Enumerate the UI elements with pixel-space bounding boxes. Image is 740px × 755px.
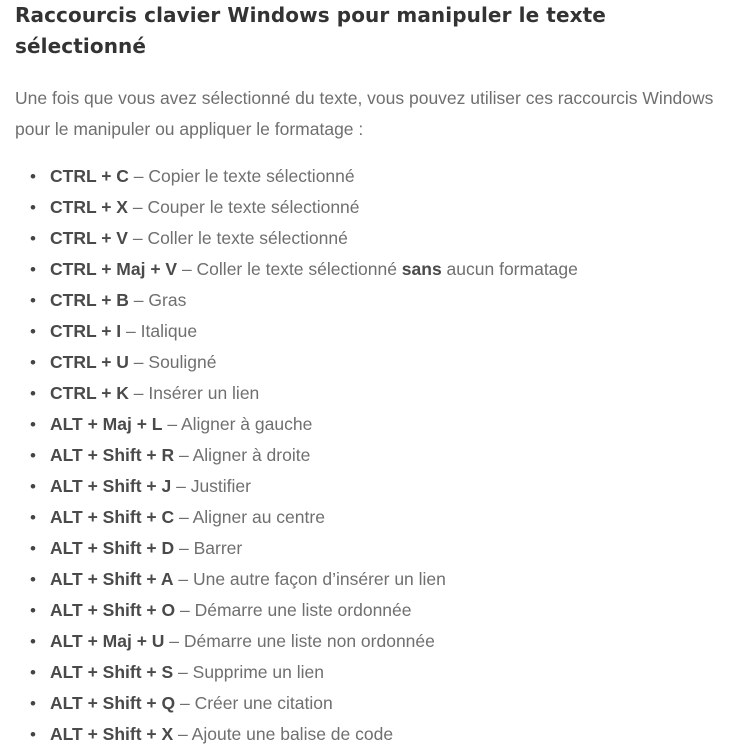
bullet-icon: • (30, 663, 36, 682)
shortcut-keys: ALT + Shift + O (50, 600, 176, 620)
shortcut-description: Insérer un lien (148, 383, 260, 403)
bullet-icon: • (30, 570, 36, 589)
shortcut-separator: – (173, 662, 193, 682)
shortcut-description-tail: aucun formatage (441, 259, 578, 279)
bullet-icon: • (30, 322, 36, 341)
shortcut-description: Coller le texte sélectionné (147, 228, 348, 248)
shortcut-separator: – (128, 352, 149, 372)
shortcut-separator: – (174, 445, 193, 465)
shortcut-separator: – (162, 414, 181, 434)
shortcut-description: Couper le texte sélectionné (147, 197, 360, 217)
shortcut-keys: CTRL + C (50, 166, 129, 186)
shortcut-description: Coller le texte sélectionné (196, 259, 402, 279)
shortcut-keys: CTRL + X (50, 197, 128, 217)
bullet-icon: • (30, 477, 36, 496)
shortcut-keys: CTRL + V (50, 228, 128, 248)
bullet-icon: • (30, 539, 36, 558)
shortcut-description: Démarre une liste ordonnée (194, 600, 412, 620)
section-title: Raccourcis clavier Windows pour manipuler le texte sélectionné (15, 3, 606, 58)
shortcut-emphasis: sans (401, 259, 442, 279)
bullet-icon: • (30, 415, 36, 434)
shortcut-item (15, 223, 726, 254)
shortcut-item (15, 657, 726, 688)
shortcut-description: Démarre une liste non ordonnée (183, 631, 435, 651)
shortcut-item (15, 564, 726, 595)
shortcut-keys: ALT + Shift + X (50, 724, 174, 744)
shortcut-keys: CTRL + I (50, 321, 122, 341)
bullet-icon: • (30, 260, 36, 279)
bullet-icon: • (30, 229, 36, 248)
bullet-icon: • (30, 632, 36, 651)
bullet-icon: • (30, 446, 36, 465)
bullet-icon: • (30, 384, 36, 403)
shortcut-separator: – (173, 724, 192, 744)
shortcut-description: Gras (148, 290, 187, 310)
shortcut-keys: ALT + Shift + J (50, 476, 172, 496)
shortcut-separator: – (174, 538, 194, 558)
shortcut-separator: – (173, 569, 193, 589)
bullet-icon: • (30, 601, 36, 620)
shortcut-description: Aligner au centre (192, 507, 325, 527)
bullet-icon: • (30, 291, 36, 310)
shortcut-description: Aligner à droite (192, 445, 311, 465)
shortcut-keys: ALT + Shift + D (50, 538, 175, 558)
shortcut-keys: ALT + Maj + U (50, 631, 165, 651)
shortcut-keys: ALT + Shift + S (50, 662, 174, 682)
shortcut-separator: – (175, 693, 195, 713)
shortcut-item (15, 347, 726, 378)
bullet-icon: • (30, 198, 36, 217)
shortcut-item (15, 161, 726, 192)
shortcut-separator: – (177, 259, 197, 279)
shortcut-item (15, 316, 726, 347)
shortcut-separator: – (127, 197, 148, 217)
shortcut-separator: – (175, 600, 195, 620)
shortcut-description: Souligné (148, 352, 217, 372)
shortcut-description: Une autre façon d’insérer un lien (192, 569, 446, 589)
shortcut-item (15, 285, 726, 316)
bullet-icon: • (30, 353, 36, 372)
shortcut-keys: CTRL + Maj + V (50, 259, 178, 279)
shortcut-keys: CTRL + U (50, 352, 129, 372)
shortcut-description: Justifier (190, 476, 251, 496)
shortcut-item (15, 626, 726, 657)
shortcut-description: Copier le texte sélectionné (148, 166, 355, 186)
shortcut-keys: CTRL + B (50, 290, 129, 310)
shortcut-item (15, 502, 726, 533)
bullet-icon: • (30, 167, 36, 186)
shortcut-separator: – (128, 383, 149, 403)
shortcut-item (15, 254, 726, 285)
shortcut-keys: ALT + Shift + R (50, 445, 175, 465)
shortcut-keys: ALT + Shift + A (50, 569, 174, 589)
shortcut-description: Ajoute une balise de code (191, 724, 394, 744)
shortcut-separator: – (171, 476, 191, 496)
shortcut-keys: ALT + Shift + C (50, 507, 175, 527)
shortcut-separator: – (128, 166, 149, 186)
shortcut-item (15, 409, 726, 440)
shortcut-item (15, 378, 726, 409)
shortcut-item (15, 533, 726, 564)
bullet-icon: • (30, 508, 36, 527)
shortcut-item (15, 471, 726, 502)
shortcut-separator: – (127, 228, 148, 248)
shortcut-separator: – (121, 321, 141, 341)
shortcut-description: Italique (140, 321, 198, 341)
shortcut-item (15, 688, 726, 719)
bullet-icon: • (30, 694, 36, 713)
shortcut-keys: CTRL + K (50, 383, 129, 403)
shortcut-item (15, 595, 726, 626)
shortcut-keys: ALT + Maj + L (50, 414, 163, 434)
shortcut-separator: – (174, 507, 193, 527)
shortcut-separator: – (164, 631, 184, 651)
shortcut-description: Barrer (193, 538, 243, 558)
shortcut-list (15, 161, 726, 750)
shortcut-description: Créer une citation (194, 693, 333, 713)
shortcut-description: Aligner à gauche (180, 414, 313, 434)
shortcut-separator: – (128, 290, 149, 310)
shortcut-description: Supprime un lien (192, 662, 324, 682)
shortcut-item (15, 719, 726, 750)
shortcut-item (15, 192, 726, 223)
bullet-icon: • (30, 725, 36, 744)
intro-paragraph: Une fois que vous avez sélectionné du texte, vous pouvez utiliser ces raccourcis Windows pour le manipuler ou appliquer le formatage : (15, 88, 714, 139)
shortcut-keys: ALT + Shift + Q (50, 693, 176, 713)
shortcut-item (15, 440, 726, 471)
